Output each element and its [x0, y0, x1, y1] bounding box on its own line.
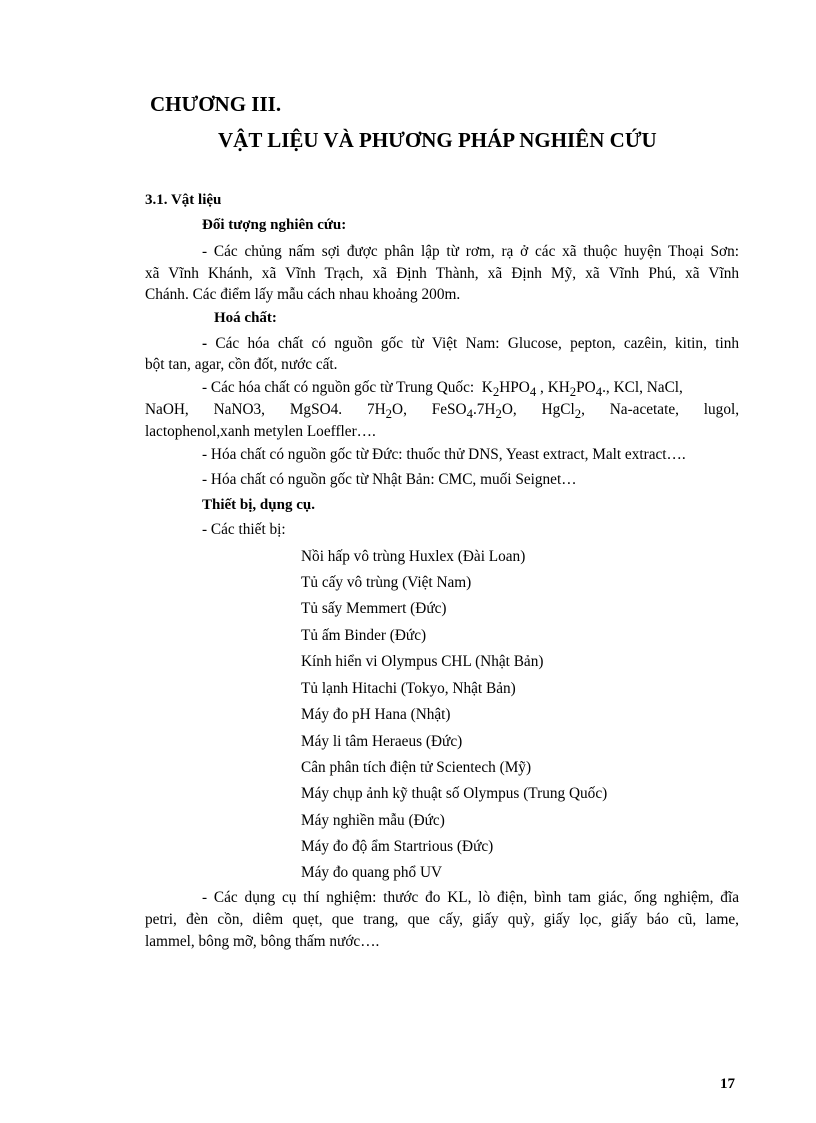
cn-feso4-sub2: 2: [495, 407, 502, 422]
device-item: Tủ ấm Binder (Đức): [301, 627, 427, 644]
cn-k2hpo4-a: K: [481, 379, 493, 396]
cn-feso4: [431, 401, 517, 422]
cn-k2hpo4-b: HPO: [499, 379, 530, 396]
cn-feso4-a: FeSO: [431, 401, 467, 418]
device-item: Máy chụp ảnh kỹ thuật số Olympus (Trung Quốc): [301, 785, 608, 802]
chemicals-jp-line: - Hóa chất có nguồn gốc từ Nhật Bản: CMC, muối Seignet…: [202, 471, 577, 488]
cn-k2hpo4: [481, 379, 537, 400]
chemicals-heading: Hoá chất:: [214, 310, 277, 326]
chemicals-de-line: - Hóa chất có nguồn gốc từ Đức: thuốc thử DNS, Yeast extract, Malt extract….: [202, 446, 686, 463]
subjects-line-3: Chánh. Các điểm lấy mẫu cách nhau khoảng 200m.: [145, 286, 461, 303]
subjects-line-1: - Các chủng nấm sợi được phân lập từ rơm, rạ ở các xã thuộc huyện Thoại Sơn:: [202, 243, 739, 260]
cn-feso4-b: .7H: [472, 401, 496, 418]
chemicals-vn-line-1: [202, 335, 739, 353]
cn-7h2o: [366, 401, 407, 422]
cn-7h2o-b: O,: [392, 401, 407, 418]
cn-feso4-sub1: 4: [466, 407, 473, 422]
cn-comma: ,: [540, 379, 544, 396]
device-item: Máy đo quang phổ UV: [301, 864, 443, 881]
cn-kh2po4: [547, 379, 603, 400]
cn-feso4-c: O,: [501, 401, 517, 418]
chemicals-cn-line-1: [202, 379, 683, 400]
cn-na-acetate: Na-acetate,: [609, 401, 679, 418]
device-item: Máy li tâm Heraeus (Đức): [301, 733, 463, 750]
cn-kh2po4-sub2: 4: [595, 385, 603, 400]
device-item: Nồi hấp vô trùng Huxlex (Đài Loan): [301, 548, 526, 565]
device-item: Tủ sấy Memmert (Đức): [301, 600, 447, 617]
chemicals-vn-line-2: bột tan, agar, cồn đốt, nước cất.: [145, 356, 338, 373]
cn-7h2o-sub: 2: [385, 407, 393, 422]
devices-label: - Các thiết bị:: [202, 521, 286, 538]
subjects-line-2: xã Vĩnh Khánh, xã Vĩnh Trạch, xã Định Thành, xã Định Mỹ, xã Vĩnh Phú, xã Vĩnh: [145, 265, 739, 282]
cn-k2hpo4-sub2: 4: [529, 385, 537, 400]
chemicals-cn-line-3: lactophenol,xanh metylen Loeffler….: [145, 423, 376, 440]
device-item: Máy đo độ ẩm Startrious (Đức): [301, 838, 494, 855]
tools-line-2: petri, đèn cồn, diêm quẹt, que trang, que cấy, giấy quỳ, giấy lọc, giấy báo cũ, lame,: [145, 911, 739, 928]
cn-kh2po4-b: PO: [576, 379, 596, 396]
page-number: 17: [720, 1076, 735, 1092]
tools-line-3: lammel, bông mỡ, bông thấm nước….: [145, 933, 380, 950]
device-item: Cân phân tích điện tử Scientech (Mỹ): [301, 759, 532, 776]
cn-7h2o-a: 7H: [366, 401, 386, 418]
cn-hgcl2-a: HgCl: [541, 401, 575, 418]
cn-lugol: lugol,: [703, 401, 740, 418]
cn-hgcl2-sub: 2: [574, 407, 582, 422]
cn-kh2po4-sub1: 2: [569, 385, 577, 400]
cn-nano3: NaNO3,: [213, 401, 265, 418]
chemicals-vn-dash: -: [202, 335, 208, 352]
chapter-number: CHƯƠNG III.: [150, 92, 282, 116]
device-item: Kính hiển vi Olympus CHL (Nhật Bản): [301, 653, 544, 670]
chapter-title: VẬT LIỆU VÀ PHƯƠNG PHÁP NGHIÊN CỨU: [218, 128, 657, 152]
cn-naoh: NaOH,: [145, 401, 189, 418]
subjects-heading: Đối tượng nghiên cứu:: [202, 217, 347, 233]
cn-hgcl2: [541, 401, 585, 422]
cn-suffix: ., KCl, NaCl,: [602, 379, 683, 396]
device-item: Tủ lạnh Hitachi (Tokyo, Nhật Bản): [301, 680, 516, 697]
chemicals-vn-text: Các hóa chất có nguồn gốc từ Việt Nam: Glucose, pepton, cazêin, kitin, tinh: [207, 335, 739, 352]
cn-kh2po4-a: KH: [547, 379, 570, 396]
chemicals-cn-line-2: [145, 401, 739, 422]
cn-prefix: - Các hóa chất có nguồn gốc từ Trung Quốc:: [202, 379, 475, 396]
cn-k2hpo4-sub1: 2: [492, 385, 500, 400]
device-item: Máy đo pH Hana (Nhật): [301, 706, 451, 723]
tools-line-1: - Các dụng cụ thí nghiệm: thước đo KL, lò điện, bình tam giác, ống nghiệm, đĩa: [202, 889, 739, 906]
equipment-heading: Thiết bị, dụng cụ.: [202, 497, 315, 513]
device-item: Tủ cấy vô trùng (Việt Nam): [301, 574, 472, 591]
cn-hgcl2-b: ,: [581, 401, 585, 418]
device-item: Máy nghiền mẫu (Đức): [301, 812, 445, 829]
cn-mgso4: MgSO4.: [289, 401, 343, 418]
section-heading: 3.1. Vật liệu: [145, 192, 222, 208]
